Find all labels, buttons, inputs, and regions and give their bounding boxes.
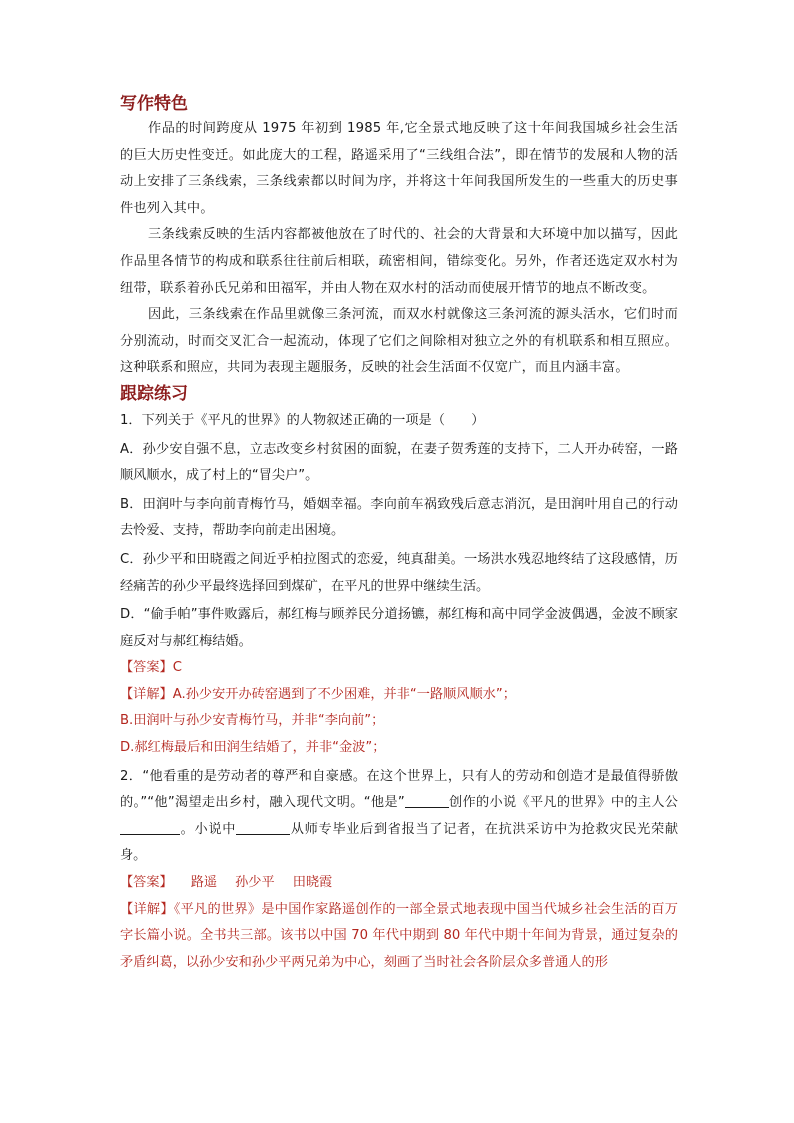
answer-value-2: 孙少平 — [235, 875, 275, 891]
answer-value-3: 田晓霞 — [292, 875, 333, 891]
explanation-line: A.孙少安开办砖窑遇到了不少困难，并非“一路顺风顺水”； — [172, 686, 516, 702]
paragraph-2: 三条线索反映的生活内容都被他放在了时代的、社会的大背景和大环境中加以描写，因此作品里各情节的构成和联系往往前后相联，疏密相间，错综变化。另外，作者还选定双水村为纽带，联系着孙氏兄弟和田福军，并由人物在双水村的活动而使展开情节的地点不断改变。 — [120, 227, 678, 296]
question-2-explanation — [120, 897, 678, 977]
fill-blank-1[interactable] — [405, 793, 449, 808]
question-1-option-c: C．孙少平和田晓霞之间近乎柏拉图式的恋爱，纯真甜美。一场洪水残忍地终结了这段感情，历经痛苦的孙少平最终选择回到煤矿，在平凡的世界中继续生活。 — [120, 551, 678, 594]
explanation-tag: 【详解】 — [120, 686, 173, 702]
answer-value-1: 路遥 — [190, 875, 218, 891]
question-2-answer — [120, 870, 678, 897]
section-heading-practice: 跟踪练习 — [120, 383, 188, 404]
explanation-line: D.郝红梅最后和田润生结婚了，并非“金波”； — [120, 740, 386, 756]
question-1-option-b: B．田润叶与李向前青梅竹马，婚姻幸福。李向前车祸致残后意志消沉，是田润叶用自己的行动去怜爱、支持，帮助李向前走出困境。 — [120, 496, 678, 539]
question-1-option-a: A．孙少安自强不息，立志改变乡村贫困的面貌，在妻子贺秀莲的支持下，二人开办砖窑，一路顺风顺水，成了村上的“冒尖户”。 — [120, 441, 678, 484]
paragraph-1: 作品的时间跨度从 1975 年初到 1985 年,它全景式地反映了这十年间我国城乡社会生活的巨大历史性变迁。如此庞大的工程，路遥采用了“三线组合法”，即在情节的发展和人物的活动上安排了三条线索，三条线索都以时间为序，并将这十年间我国所发生的一些重大的历史事件也列入其中。 — [120, 121, 678, 216]
answer-value: C — [172, 660, 182, 676]
fill-blank-3[interactable] — [236, 820, 290, 835]
question-2-stem: 2．“他看重的是劳动者的尊严和自豪感。在这个世界上，只有人的劳动和创造才是最值得骄傲的。”“他”渴望走出乡村，融入现代文明。“他是” 创作的小说《平凡的世界》中的主人公。小说中 从师专毕业后到省报当了记者，在抗洪采访中为抢救灾民光荣献身。 — [120, 768, 679, 864]
explanation-tag: 【详解】 — [120, 901, 174, 917]
question-1-answer — [120, 655, 678, 682]
question-1-option-d: D．“偷手帕”事件败露后，郝红梅与顾养民分道扬镳，郝红梅和高中同学金波偶遇，金波不顾家庭反对与郝红梅结婚。 — [120, 607, 678, 649]
explanation-line: B.田润叶与孙少安青梅竹马，并非“李向前”； — [120, 713, 385, 729]
question-1-explanation — [120, 682, 678, 709]
answer-tag: 【答案】 — [120, 660, 173, 676]
paragraph-3: 因此，三条线索在作品里就像三条河流，而双水村就像这三条河流的源头活水，它们时而分别流动，时而交叉汇合一起流动，体现了它们之间除相对独立之外的有机联系和相互照应。这种联系和照应，共同为表现主题服务，反映的社会生活面不仅宽广，而且内涵丰富。 — [120, 307, 678, 376]
section-heading-writing-features: 写作特色 — [120, 94, 188, 114]
fill-blank-2[interactable] — [120, 820, 180, 835]
answer-tag: 【答案】 — [120, 875, 173, 891]
question-1-stem: 1．下列关于《平凡的世界》的人物叙述正确的一项是（ ） — [120, 412, 485, 428]
explanation-text: 《平凡的世界》是中国作家路遥创作的一部全景式地表现中国当代城乡社会生活的百万字长篇小说。全书共三部。该书以中国 70 年代中期到 80 年代中期十年间为背景，通过复杂的矛盾纠葛，以孙少安和孙少平两兄弟为中心，刻画了当时社会各阶层众多普通人的形 — [120, 901, 678, 970]
